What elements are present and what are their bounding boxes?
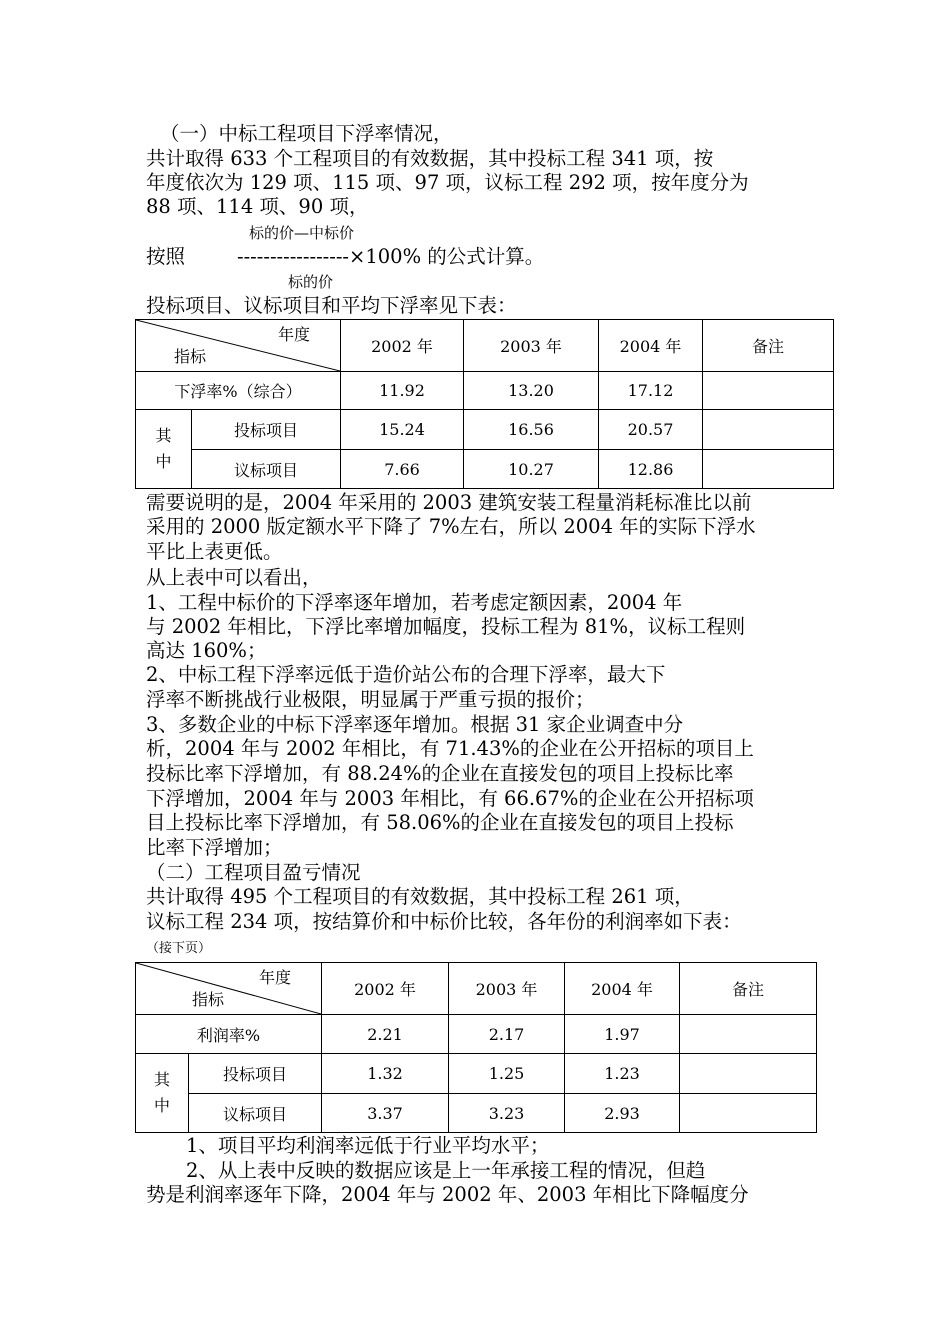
table-cell-remark: [703, 410, 834, 450]
paragraph-line: 与 2002 年相比，下浮比率增加幅度，投标工程为 81%，议标工程则: [146, 615, 746, 638]
row-label-negotiated: 议标项目: [189, 1094, 322, 1133]
column-header-year: 2002 年: [322, 963, 449, 1015]
paragraph-line: 共计取得 633 个工程项目的有效数据，其中投标工程 341 项，按: [146, 147, 714, 170]
formula-fraction-line: -----------------×100% 的公式计算。: [237, 245, 545, 268]
paragraph-line: 比率下浮增加；: [146, 836, 283, 859]
paragraph-line: 1、项目平均利润率远低于行业平均水平；: [186, 1134, 550, 1157]
paragraph-line: 3、多数企业的中标下浮率逐年增加。根据 31 家企业调查中分: [146, 713, 684, 736]
table-cell: 1.97: [565, 1015, 680, 1054]
section-1-heading: （一）中标工程项目下浮率情况，: [160, 122, 453, 145]
paragraph-line: 析，2004 年与 2002 年相比，有 71.43%的企业在公开招标的项目上: [146, 737, 754, 760]
table-intro: 投标项目、议标项目和平均下浮率见下表：: [146, 294, 517, 317]
paragraph-line: 下浮增加，2004 年与 2003 年相比，有 66.67%的企业在公开招标项: [146, 787, 754, 810]
floating-rate-table: [135, 319, 834, 489]
row-label-bid: 投标项目: [192, 410, 341, 450]
table-cell: 2.17: [449, 1015, 565, 1054]
table-cell: 11.92: [341, 372, 464, 410]
formula-denominator: 标的价: [288, 273, 334, 291]
table-cell: 2.93: [565, 1094, 680, 1133]
row-label-total: 利润率%: [136, 1015, 322, 1054]
header-year-label: 年度: [258, 968, 291, 987]
row-label-total: 下浮率%（综合）: [136, 372, 341, 410]
paragraph-line: 需要说明的是，2004 年采用的 2003 建筑安装工程量消耗标准比以前: [146, 491, 752, 514]
table-cell: 1.32: [322, 1054, 449, 1094]
table-cell: 7.66: [341, 450, 464, 489]
group-label-char: 其: [153, 1070, 170, 1089]
table-cell-remark: [680, 1015, 817, 1054]
table-cell: 16.56: [464, 410, 599, 450]
formula-prefix: 按照: [146, 245, 186, 268]
paragraph-line: 2、从上表中反映的数据应该是上一年承接工程的情况，但趋: [186, 1159, 706, 1182]
paragraph-line: 议标工程 234 项，按结算价和中标价比较，各年份的利润率如下表：: [146, 910, 742, 933]
column-header-remark: 备注: [703, 320, 834, 372]
table-cell-remark: [703, 372, 834, 410]
paragraph-line: 共计取得 495 个工程项目的有效数据，其中投标工程 261 项，: [146, 885, 694, 908]
row-label-negotiated: 议标项目: [192, 450, 341, 489]
group-label-cell: [136, 410, 192, 489]
paragraph-line: 势是利润率逐年下降，2004 年与 2002 年、2003 年相比下降幅度分: [146, 1183, 749, 1206]
table-header-diagonal-cell: [136, 320, 341, 372]
group-label-cell: [136, 1054, 189, 1133]
paragraph-line: 1、工程中标价的下浮率逐年增加，若考虑定额因素，2004 年: [146, 591, 683, 614]
table-cell: 12.86: [599, 450, 703, 489]
continued-note: （接下页）: [146, 941, 212, 956]
group-label-char: 中: [153, 1096, 170, 1115]
header-year-label: 年度: [277, 325, 310, 344]
column-header-year: 2004 年: [599, 320, 703, 372]
table-cell: 17.12: [599, 372, 703, 410]
formula-numerator: 标的价—中标价: [249, 224, 355, 242]
paragraph-line: 年度依次为 129 项、115 项、97 项，议标工程 292 项，按年度分为: [146, 171, 749, 194]
paragraph-line: 投标比率下浮增加，有 88.24%的企业在直接发包的项目上投标比率: [146, 762, 734, 785]
table-cell-remark: [680, 1054, 817, 1094]
table-cell: 10.27: [464, 450, 599, 489]
paragraph-line: 88 项、114 项、90 项，: [146, 195, 369, 218]
group-label-char: 中: [155, 452, 172, 471]
table-cell-remark: [703, 450, 834, 489]
column-header-year: 2003 年: [464, 320, 599, 372]
row-label-bid: 投标项目: [189, 1054, 322, 1094]
group-label-char: 其: [155, 426, 172, 445]
table-cell: 13.20: [464, 372, 599, 410]
table-cell: 3.23: [449, 1094, 565, 1133]
column-header-remark: 备注: [680, 963, 817, 1015]
header-indicator-label: 指标: [192, 990, 225, 1009]
table-cell-remark: [680, 1094, 817, 1133]
paragraph-line: 浮率不断挑战行业极限，明显属于严重亏损的报价；: [146, 688, 595, 711]
profit-rate-table: [135, 962, 817, 1133]
paragraph-line: 平比上表更低。: [146, 540, 283, 563]
table-cell: 1.23: [565, 1054, 680, 1094]
section-2-heading: （二）工程项目盈亏情况: [146, 861, 361, 884]
paragraph-line: 目上投标比率下浮增加，有 58.06%的企业在直接发包的项目上投标: [146, 811, 734, 834]
column-header-year: 2002 年: [341, 320, 464, 372]
paragraph-line: 2、中标工程下浮率远低于造价站公布的合理下浮率，最大下: [146, 663, 666, 686]
header-indicator-label: 指标: [174, 347, 207, 366]
table-cell: 15.24: [341, 410, 464, 450]
table-cell: 20.57: [599, 410, 703, 450]
paragraph-line: 高达 160%；: [146, 639, 267, 662]
column-header-year: 2003 年: [449, 963, 565, 1015]
table-cell: 1.25: [449, 1054, 565, 1094]
paragraph-line: 从上表中可以看出，: [146, 566, 322, 589]
table-header-diagonal-cell: [136, 963, 322, 1015]
table-cell: 2.21: [322, 1015, 449, 1054]
column-header-year: 2004 年: [565, 963, 680, 1015]
paragraph-line: 采用的 2000 版定额水平下降了 7%左右，所以 2004 年的实际下浮水: [146, 515, 756, 538]
table-cell: 3.37: [322, 1094, 449, 1133]
